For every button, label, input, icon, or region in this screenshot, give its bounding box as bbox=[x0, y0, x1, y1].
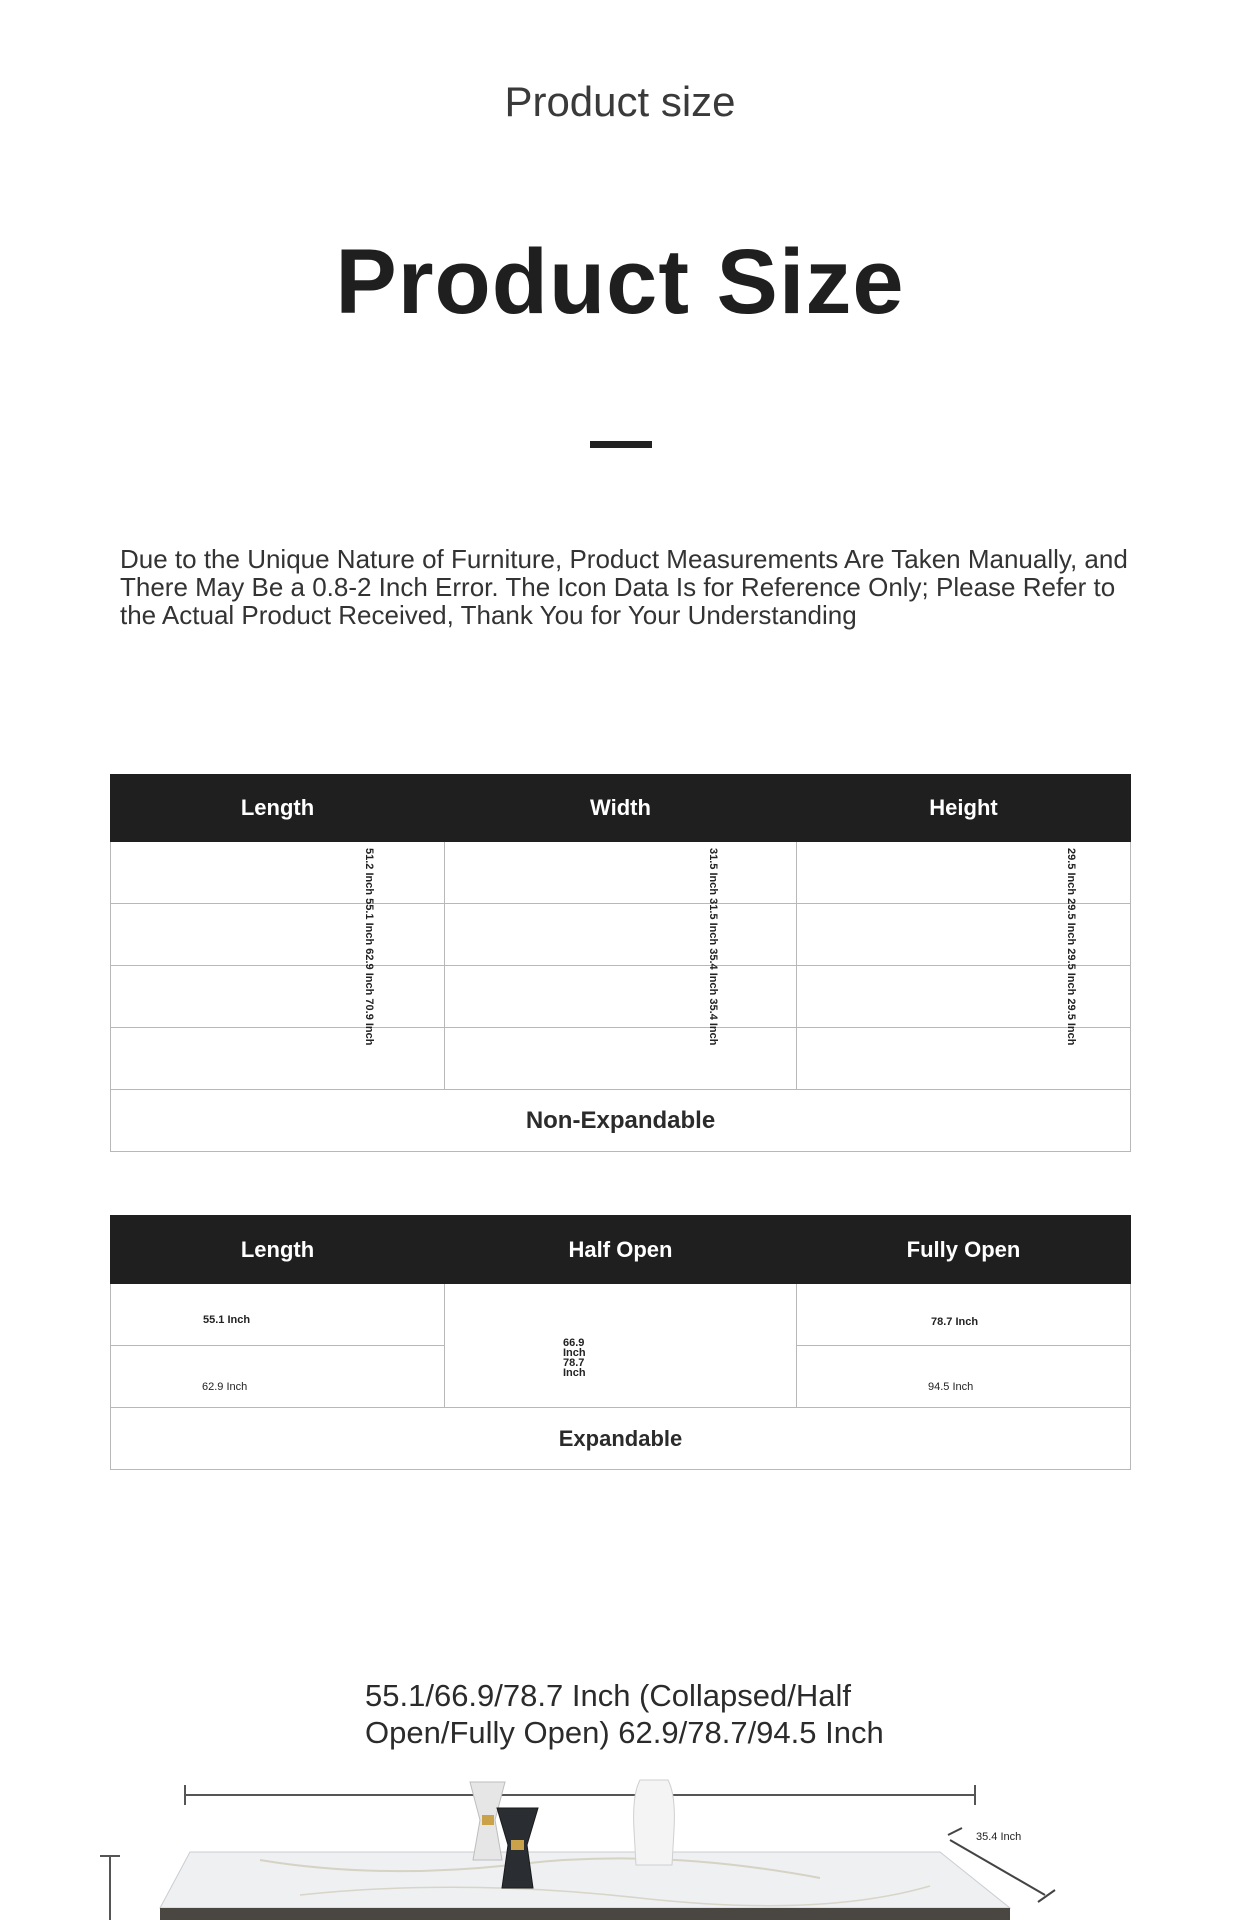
table-cell bbox=[111, 966, 445, 1028]
table-row bbox=[111, 1028, 1131, 1090]
gold-accent bbox=[482, 1815, 494, 1825]
non-expandable-caption: Non-Expandable bbox=[111, 1090, 1131, 1152]
non-expandable-size-table bbox=[110, 774, 1131, 1152]
fully-open-value: 78.7 Inch bbox=[931, 1316, 979, 1328]
table-cell bbox=[445, 1028, 797, 1090]
header-length: Length bbox=[111, 775, 445, 842]
table-cell bbox=[445, 966, 797, 1028]
header-half-open: Half Open bbox=[445, 1216, 797, 1284]
header-length: Length bbox=[111, 1216, 445, 1284]
height-values: 29.5 Inch 29.5 Inch 29.5 Inch 29.5 Inch bbox=[1065, 848, 1077, 1046]
table-caption-row bbox=[111, 1090, 1131, 1152]
marble-table-top bbox=[160, 1852, 1010, 1908]
expandable-size-table bbox=[110, 1215, 1131, 1470]
dimension-tick bbox=[948, 1828, 962, 1835]
fully-open-cell bbox=[797, 1346, 1131, 1408]
length-value: 62.9 Inch bbox=[202, 1381, 248, 1393]
length-cell bbox=[111, 842, 445, 1046]
length-cell bbox=[111, 1284, 445, 1346]
title-divider bbox=[590, 441, 652, 448]
table-row bbox=[111, 1284, 1131, 1346]
height-cell bbox=[797, 842, 1131, 1046]
page-title: Product Size bbox=[335, 231, 905, 333]
half-open-line: 66.9 bbox=[563, 1337, 585, 1349]
fully-open-cell bbox=[797, 1284, 1131, 1346]
header-fully-open: Fully Open bbox=[797, 1216, 1131, 1284]
length-cell bbox=[111, 1346, 445, 1408]
width-cell bbox=[445, 842, 797, 1046]
depth-label: 35.4 Inch bbox=[976, 1831, 1022, 1843]
table-cell bbox=[445, 904, 797, 966]
table-cell bbox=[797, 1028, 1131, 1090]
table-edge bbox=[160, 1908, 1010, 1920]
half-open-cell bbox=[445, 1284, 797, 1408]
table-cell bbox=[797, 904, 1131, 966]
table-header-row bbox=[111, 1216, 1131, 1284]
expandable-caption: Expandable bbox=[111, 1408, 1131, 1470]
header-height: Height bbox=[797, 775, 1131, 842]
table-row bbox=[111, 904, 1131, 966]
length-value: 55.1 Inch bbox=[203, 1314, 251, 1326]
table-cell bbox=[797, 966, 1131, 1028]
table-header-row bbox=[111, 775, 1131, 842]
half-open-line: Inch bbox=[563, 1367, 586, 1379]
header-width: Width bbox=[445, 775, 797, 842]
table-caption-row bbox=[111, 1408, 1131, 1470]
length-values: 51.2 Inch 55.1 Inch 62.9 Inch 70.9 Inch bbox=[363, 848, 375, 1046]
half-open-values bbox=[563, 1338, 603, 1378]
table-cell bbox=[111, 1028, 445, 1090]
table-row bbox=[111, 966, 1131, 1028]
table-dimension-illustration bbox=[0, 1760, 1240, 1920]
gold-accent bbox=[511, 1840, 524, 1850]
table-cell bbox=[111, 904, 445, 966]
measurement-notice: Due to the Unique Nature of Furniture, Product Measurements Are Taken Manually, and There May Be a 0.8-2 Inch Error. The Icon Data Is for Reference Only; Please Refer to the Actual Product Received, Thank You for Your Understanding bbox=[120, 544, 1128, 630]
white-vase bbox=[634, 1780, 675, 1865]
fully-open-value: 94.5 Inch bbox=[928, 1381, 974, 1393]
dimension-headline: 55.1/66.9/78.7 Inch (Collapsed/Half Open/Fully Open) 62.9/78.7/94.5 Inch bbox=[365, 1678, 884, 1750]
half-open-line: Inch bbox=[563, 1347, 586, 1359]
page-label: Product size bbox=[504, 78, 736, 125]
width-values: 31.5 Inch 31.5 Inch 35.4 Inch 35.4 Inch bbox=[707, 848, 719, 1046]
table-row bbox=[111, 842, 1131, 904]
half-open-line: 78.7 bbox=[563, 1357, 585, 1369]
